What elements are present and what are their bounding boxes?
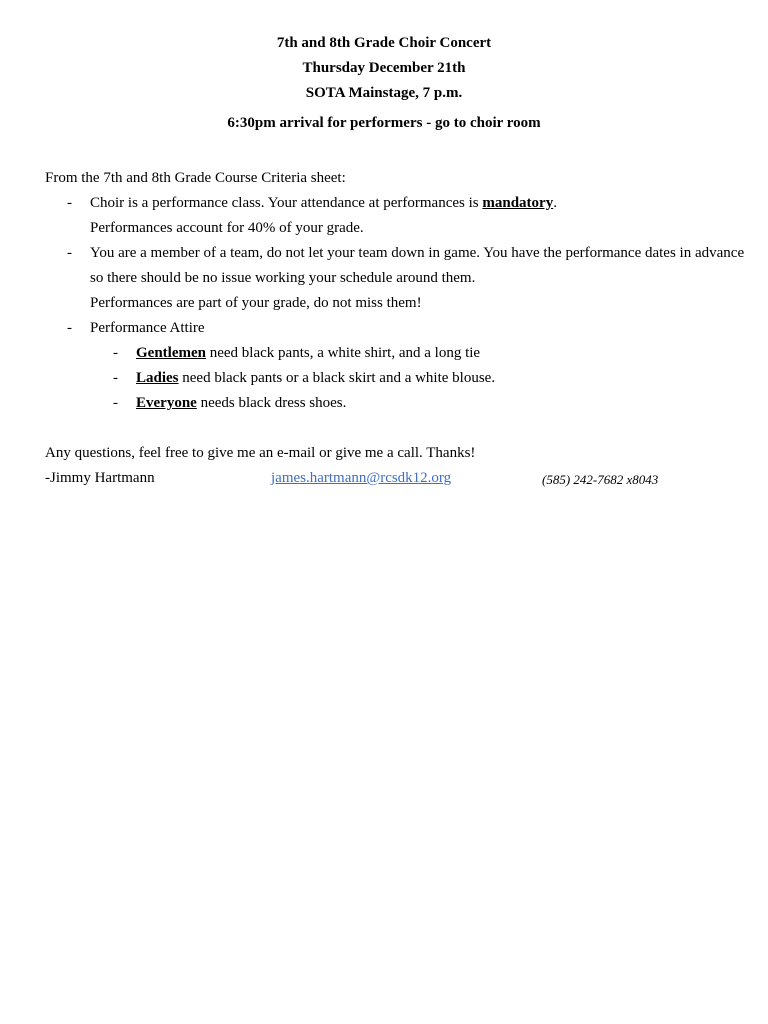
phone-number: (585) 242-7682 x8043 [542,472,659,487]
do-not-miss-text: Performances are part of your grade, do not miss them! [90,295,422,311]
mandatory-emphasis: mandatory [482,195,554,211]
attendance-text-end: . [553,195,557,211]
everyone-text: needs black dress shoes. [196,395,347,411]
list-item-attendance [45,191,755,241]
list-item-attire [45,316,755,341]
ladies-text: need black pants or a black skirt and a white blouse. [178,370,496,386]
signature-row [45,466,755,491]
list-item-team [45,241,755,316]
list-dash: - [113,345,118,361]
intro-text: From the 7th and 8th Grade Course Criteria sheet: [45,170,346,186]
everyone-label: Everyone [136,395,197,411]
gentlemen-label: Gentlemen [136,345,206,361]
attire-heading: Performance Attire [90,320,205,336]
concert-date: Thursday December 21th [302,60,466,76]
gentlemen-text: need black pants, a white shirt, and a long tie [205,345,481,361]
list-dash: - [67,195,72,211]
list-dash: - [67,245,72,261]
ladies-label: Ladies [136,370,179,386]
sub-item-everyone [45,391,755,416]
document-body [45,166,755,491]
attendance-text-start: Choir is a performance class. Your attendance at performances is [90,195,483,211]
paragraph-spacer [45,416,755,441]
closing-text: Any questions, feel free to give me an e-mail or give me a call. Thanks! [45,445,476,461]
list-dash: - [113,370,118,386]
grade-percentage-text: Performances account for 40% of your grade. [90,220,364,236]
email-link[interactable]: james.hartmann@rcsdk12.org [271,470,452,486]
document-header [0,31,768,136]
concert-title: 7th and 8th Grade Choir Concert [276,35,492,51]
sub-item-ladies [45,366,755,391]
list-dash: - [113,395,118,411]
sub-item-gentlemen [45,341,755,366]
team-text: You are a member of a team, do not let your team down in game. You have the performance dates in advance so there should be no issue working your schedule around them. [90,245,745,286]
signature-name: -Jimmy Hartmann [45,470,155,486]
list-dash: - [67,320,72,336]
arrival-note: 6:30pm arrival for performers - go to choir room [227,115,541,131]
concert-venue: SOTA Mainstage, 7 p.m. [305,85,463,101]
